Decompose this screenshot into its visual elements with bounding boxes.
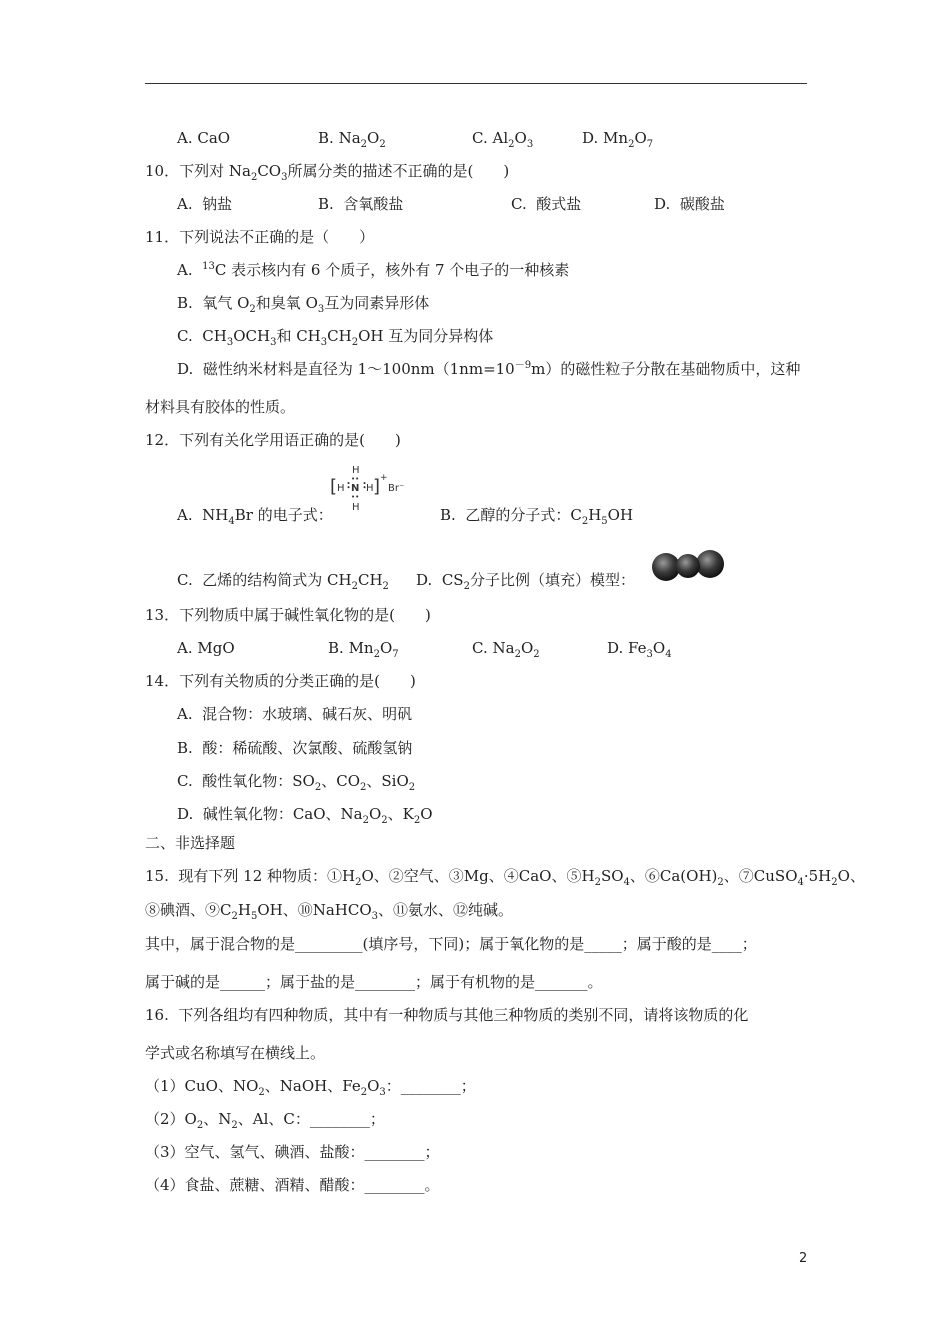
q13-stem: 13．下列物质中属于碱性氧化物的是( )	[145, 606, 431, 624]
q16-item-1: （1）CuO、$NO_2$、NaOH、$Fe_2O_3$：________；	[145, 1077, 476, 1098]
q12-stem: 12．下列有关化学用语正确的是( )	[145, 431, 401, 449]
ammonium-bromide-electron-formula	[330, 465, 410, 517]
electron-pair-right: ••	[360, 481, 368, 490]
hydrogen-bottom: H	[352, 502, 360, 513]
q10-option-c: C. 酸式盐	[511, 195, 582, 213]
q11-option-b: B. 氧气 $O_2$和臭氧 $O_3$互为同素异形体	[177, 294, 430, 315]
q9-option-c: C. $Al_2O_3$	[472, 129, 534, 150]
q11-option-a: A. $^{13}$C 表示核内有 6 个质子，核外有 7 个电子的一种核素	[177, 261, 570, 279]
positive-charge: +	[380, 473, 388, 483]
bromide-ion: Br⁻	[388, 483, 405, 494]
hydrogen-top: H	[352, 465, 360, 476]
q10-option-b: B. 含氧酸盐	[318, 195, 404, 213]
q13-option-d: D. $Fe_3O_4$	[607, 639, 672, 660]
q11-option-c: C. $CH_3OCH_3$和 $CH_3CH_2OH$ 互为同分异构体	[177, 327, 494, 348]
sulfur-atom-right	[696, 550, 724, 578]
q13-option-b: B. $Mn_2O_7$	[328, 639, 399, 660]
q15-line-2: ⑧碘酒、$⑨C_2H_5OH$、⑩NaHCO$_3$、⑪氨水、⑫纯碱。	[145, 901, 514, 922]
q16-line-2: 学式或名称填写在横线上。	[145, 1044, 326, 1062]
bracket-left: [	[330, 476, 338, 497]
q11-option-d-continued: 材料具有胶体的性质。	[145, 398, 296, 416]
carbon-atom-center	[676, 554, 700, 578]
q14-option-b: B. 酸：稀硫酸、次氯酸、硫酸氢钠	[177, 739, 413, 757]
electron-pair-top: ••	[351, 475, 360, 483]
section-heading-nonchoice: 二、非选择题	[145, 834, 236, 852]
q14-stem: 14．下列有关物质的分类正确的是( )	[145, 672, 416, 690]
hydrogen-right: H	[366, 483, 374, 494]
q15-line-3: 其中，属于混合物的是_________(填序号，下同)；属于氧化物的是_____；属于酸的是____；	[145, 935, 757, 953]
q12-option-d: D. $CS_2$分子比例（填充）模型：	[416, 571, 635, 592]
q16-item-3: （3）空气、氢气、碘酒、盐酸：________；	[145, 1143, 440, 1161]
q16-item-2: $(2)O_2$、$N_2$、Al、C：________；	[145, 1110, 385, 1131]
q12-option-c: C. 乙烯的结构简式为 $CH_2CH_2$	[177, 571, 389, 592]
q12-option-b: B. 乙醇的分子式：$C_2H_5OH$	[440, 506, 634, 527]
q16-line-1: 16. 下列各组均有四种物质，其中有一种物质与其他三种物质的类别不同，请将该物质的化	[145, 1006, 749, 1024]
q9-option-d: D. $Mn_2O_7$	[582, 129, 654, 150]
q13-option-c: C. $Na_2O_2$	[472, 639, 540, 660]
q10-option-a: A. 钠盐	[177, 195, 233, 213]
nitrogen-center: N	[351, 483, 360, 494]
q9-option-b: B. $Na_2O_2$	[318, 129, 386, 150]
q10-option-d: D. 碳酸盐	[654, 195, 725, 213]
q13-option-a: A. MgO	[177, 639, 235, 657]
q15-line-4: 属于碱的是______；属于盐的是________；属于有机物的是_______。	[145, 973, 603, 991]
electron-pair-bottom: ••	[351, 493, 360, 501]
page-number: 2	[799, 1251, 808, 1266]
q16-item-4: （4）食盐、蔗糖、酒精、醋酸：________。	[145, 1176, 440, 1194]
q11-stem: 11．下列说法不正确的是（ ）	[145, 228, 375, 246]
q9-option-a: A. CaO	[177, 129, 231, 147]
electron-pair-left: ••	[344, 481, 352, 490]
hydrogen-left: H	[337, 483, 345, 494]
q14-option-a: A. 混合物：水玻璃、碱石灰、明矾	[177, 705, 413, 723]
q11-option-d: D. 磁性纳米材料是直径为 $1\sim 100nm(1nm=10^{-9}m)$的磁性粒子分散在基础物质中，这种	[177, 360, 801, 378]
sulfur-atom-left	[652, 553, 680, 581]
q14-option-c: C. 酸性氧化物：$SO_2$、$CO_2$、SiO$_2$	[177, 772, 416, 793]
q12-option-a: A. $NH_4Br$ 的电子式：	[177, 506, 333, 527]
bracket-right: ]	[373, 476, 381, 497]
q14-option-d: D. 碱性氧化物：CaO、$Na_2O_2$、$K_2O$	[177, 805, 433, 826]
q10-stem: 10．下列对 $Na_2CO_3$所属分类的描述不正确的是( )	[145, 162, 510, 183]
header-rule	[145, 83, 807, 84]
cs2-space-filling-model	[650, 547, 726, 585]
q15-line-1: 15. 现有下列 12 种物质：$①H_2O$、②空气、③Mg、④CaO、$⑤H_2SO_4$、$⑥Ca(OH)_2$、$⑦CuSO_4\cdot 5H_2O$、	[145, 867, 865, 888]
